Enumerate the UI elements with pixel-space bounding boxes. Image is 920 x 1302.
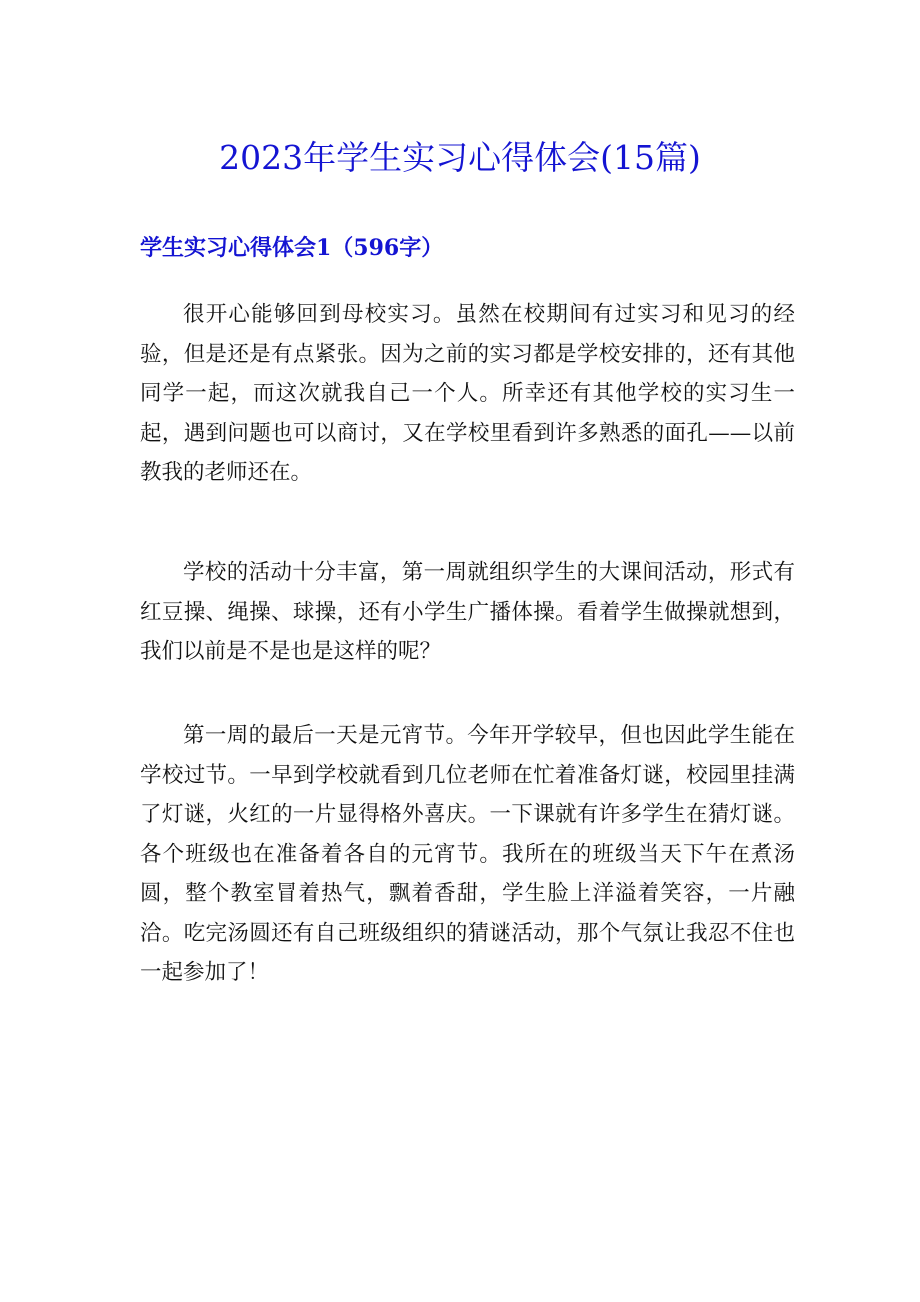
document-title: 2023年学生实习心得体会(15篇) [219,138,701,177]
paragraph: 第一周的最后一天是元宵节。今年开学较早，但也因此学生能在学校过节。一早到学校就看到几位老师在忙着准备灯谜，校园里挂满了灯谜，火红的一片显得格外喜庆。一下课就有许多学生在猜灯谜。各个班级也在准备着各自的元宵节。我所在的班级当天下午在煮汤圆，整个教室冒着热气，飘着香甜，学生脸上洋溢着笑容，一片融洽。吃完汤圆还有自己班级组织的猜谜活动，那个气氛让我忍不住也一起参加了！ [140,723,795,985]
paragraph: 很开心能够回到母校实习。虽然在校期间有过实习和见习的经验，但是还是有点紧张。因为之前的实习都是学校安排的，还有其他同学一起，而这次就我自己一个人。所幸还有其他学校的实习生一起，遇到问题也可以商讨，又在学校里看到许多熟悉的面孔——以前教我的老师还在。 [140,302,795,485]
paragraph: 学校的活动十分丰富，第一周就组织学生的大课间活动，形式有红豆操、绳操、球操，还有小学生广播体操。看着学生做操就想到，我们以前是不是也是这样的呢？ [140,560,795,664]
section-heading: 学生实习心得体会1（596字） [140,235,444,261]
